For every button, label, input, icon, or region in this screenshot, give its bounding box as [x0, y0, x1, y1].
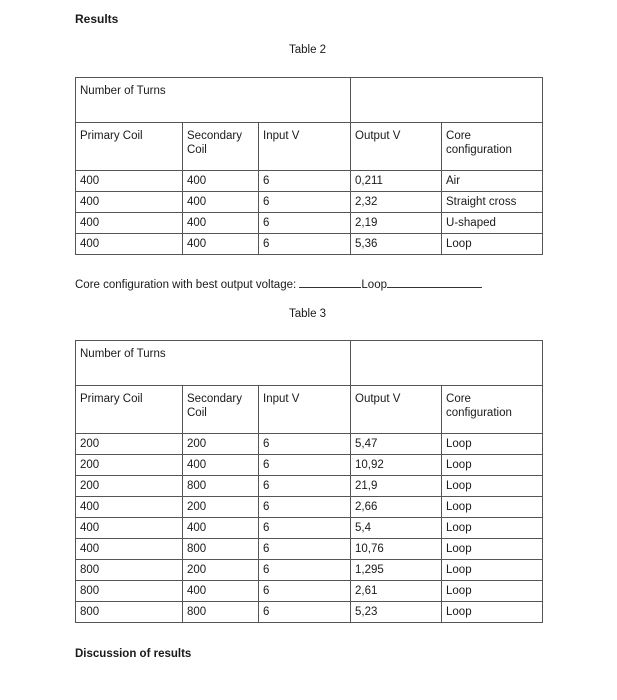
table3-col-header: Output V [351, 386, 442, 434]
table-cell: 800 [183, 476, 259, 497]
table2-empty-header-cell [351, 78, 543, 123]
table-cell: Loop [442, 539, 543, 560]
answer-blank-right [387, 276, 482, 288]
table-row [76, 213, 543, 234]
table-cell: 400 [76, 171, 183, 192]
table-cell: 1,295 [351, 560, 442, 581]
table2-col-header: Secondary Coil [183, 123, 259, 171]
table-row [76, 476, 543, 497]
table-cell: Straight cross [442, 192, 543, 213]
discussion-heading: Discussion of results [75, 648, 192, 660]
table-cell: U-shaped [442, 213, 543, 234]
table-row [76, 539, 543, 560]
table-cell: 5,47 [351, 434, 442, 455]
table-cell: 200 [183, 497, 259, 518]
table-cell: 6 [259, 560, 351, 581]
table2-col-header: Input V [259, 123, 351, 171]
table-cell: Loop [442, 455, 543, 476]
table-cell: Loop [442, 234, 543, 255]
table-cell: 200 [76, 434, 183, 455]
table-row [76, 455, 543, 476]
table-row [76, 518, 543, 539]
table-cell: 400 [76, 497, 183, 518]
table-cell: 400 [183, 192, 259, 213]
best-config-answer: Loop [361, 279, 387, 291]
best-config-label: Core configuration with best output voltage: [75, 279, 297, 291]
results-heading: Results [75, 12, 119, 26]
table-cell: 6 [259, 171, 351, 192]
table2-col-header: Primary Coil [76, 123, 183, 171]
table-cell: 400 [183, 581, 259, 602]
table-cell: 200 [183, 560, 259, 581]
table-row [76, 560, 543, 581]
table-cell: 0,211 [351, 171, 442, 192]
table-cell: 6 [259, 434, 351, 455]
table-cell: 400 [76, 518, 183, 539]
table2-caption: Table 2 [289, 44, 327, 56]
answer-blank-left [299, 276, 361, 288]
table-cell: 200 [76, 455, 183, 476]
table-cell: 5,4 [351, 518, 442, 539]
table-cell: 400 [183, 518, 259, 539]
table-cell: 6 [259, 518, 351, 539]
table3-caption: Table 3 [289, 308, 327, 320]
table-cell: 400 [183, 455, 259, 476]
table3-col-header: Core configuration [442, 386, 543, 434]
table-row [76, 581, 543, 602]
table-row [76, 192, 543, 213]
table-cell: 21,9 [351, 476, 442, 497]
table-cell: 6 [259, 497, 351, 518]
table-cell: Air [442, 171, 543, 192]
table-cell: 6 [259, 581, 351, 602]
table-cell: Loop [442, 476, 543, 497]
table-row [76, 497, 543, 518]
table-cell: Loop [442, 581, 543, 602]
table3-col-header: Input V [259, 386, 351, 434]
table-cell: 6 [259, 213, 351, 234]
table-cell: 400 [76, 539, 183, 560]
table-cell: 400 [183, 234, 259, 255]
table-row [76, 602, 543, 623]
table-cell: Loop [442, 497, 543, 518]
table2-col-header: Core configuration [442, 123, 543, 171]
table-cell: 200 [183, 434, 259, 455]
table-row [76, 234, 543, 255]
table3-group-header: Number of Turns [76, 341, 351, 386]
table-row [76, 171, 543, 192]
table-cell: 5,36 [351, 234, 442, 255]
table-cell: 400 [76, 234, 183, 255]
best-config-line [75, 276, 482, 291]
table-cell: 2,61 [351, 581, 442, 602]
table-cell: 400 [76, 213, 183, 234]
table-cell: 800 [183, 539, 259, 560]
table-cell: 6 [259, 455, 351, 476]
table2-col-header: Output V [351, 123, 442, 171]
table-cell: 800 [183, 602, 259, 623]
table2 [75, 77, 543, 255]
table-cell: 400 [183, 213, 259, 234]
table-cell: 2,19 [351, 213, 442, 234]
table-cell: 400 [76, 192, 183, 213]
table3-col-header: Primary Coil [76, 386, 183, 434]
table-cell: 6 [259, 602, 351, 623]
table-cell: 400 [183, 171, 259, 192]
table-cell: 6 [259, 234, 351, 255]
table-cell: 2,66 [351, 497, 442, 518]
table-cell: 6 [259, 192, 351, 213]
table-row [76, 434, 543, 455]
table-cell: Loop [442, 560, 543, 581]
table-cell: 200 [76, 476, 183, 497]
table-cell: 10,76 [351, 539, 442, 560]
table-cell: 2,32 [351, 192, 442, 213]
table-cell: 800 [76, 581, 183, 602]
table-cell: Loop [442, 518, 543, 539]
table-cell: 6 [259, 539, 351, 560]
table3-col-header: Secondary Coil [183, 386, 259, 434]
table3-empty-header-cell [351, 341, 543, 386]
table-cell: 800 [76, 560, 183, 581]
table-cell: 10,92 [351, 455, 442, 476]
table-cell: Loop [442, 434, 543, 455]
table-cell: 800 [76, 602, 183, 623]
table-cell: Loop [442, 602, 543, 623]
table-cell: 6 [259, 476, 351, 497]
table3 [75, 340, 543, 623]
table2-group-header: Number of Turns [76, 78, 351, 123]
table-cell: 5,23 [351, 602, 442, 623]
